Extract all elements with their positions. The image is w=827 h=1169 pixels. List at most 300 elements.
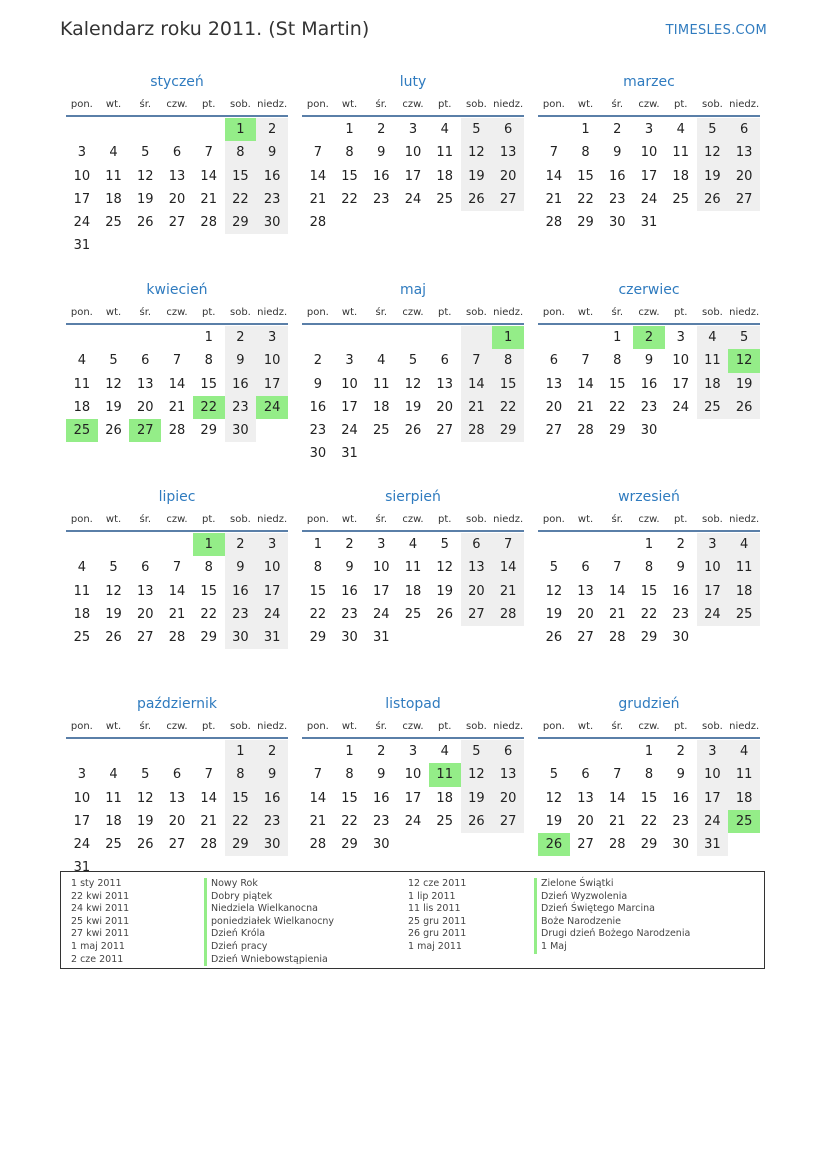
day-cell: 27 xyxy=(728,188,760,211)
day-cell: 12 xyxy=(461,141,493,164)
weekday-label: pon. xyxy=(306,514,329,525)
days-grid xyxy=(538,740,760,856)
day-cell: 7 xyxy=(613,560,622,576)
weekday-label: sob. xyxy=(701,307,723,318)
weekday-label: niedz. xyxy=(257,514,288,525)
month-block xyxy=(538,72,760,280)
day-cell: 20 xyxy=(577,606,594,622)
empty-cell xyxy=(429,326,461,349)
day-cell: 1 xyxy=(345,122,354,137)
weekday-label: śr. xyxy=(375,514,388,525)
weekday-label: wt. xyxy=(577,721,594,732)
day-cell: 23 xyxy=(609,191,626,207)
days-grid xyxy=(302,118,524,234)
day-cell: 20 xyxy=(168,813,186,829)
day-cell: 20 xyxy=(545,399,563,415)
day-cell: 31 xyxy=(256,626,288,649)
day-cell: 19 xyxy=(545,606,563,622)
holiday-day-cell: 24 xyxy=(256,396,288,419)
month-name: luty xyxy=(399,74,427,90)
day-cell: 7 xyxy=(204,145,213,161)
day-cell: 13 xyxy=(577,583,594,599)
day-cell: 14 xyxy=(168,583,186,599)
day-cell: 22 xyxy=(492,396,524,419)
day-cell: 20 xyxy=(728,165,760,188)
weekday-label: czw. xyxy=(638,307,660,318)
legend-date: 1 maj 2011 xyxy=(71,940,125,952)
empty-cell xyxy=(302,740,334,763)
day-cell: 19 xyxy=(728,373,760,396)
day-cell: 16 xyxy=(309,399,327,415)
weekday-label: sob. xyxy=(465,99,487,110)
day-cell: 25 xyxy=(373,423,390,439)
day-cell: 30 xyxy=(225,626,257,649)
month-block xyxy=(66,694,288,901)
day-cell: 23 xyxy=(672,813,689,829)
day-cell: 26 xyxy=(697,188,729,211)
legend-date: 1 maj 2011 xyxy=(408,940,462,952)
day-cell: 3 xyxy=(77,767,86,783)
legend-holiday-name: Niedziela Wielkanocna xyxy=(204,903,334,916)
day-cell: 16 xyxy=(373,790,390,806)
day-cell: 19 xyxy=(545,813,563,829)
days-grid xyxy=(538,533,760,649)
month-block xyxy=(66,72,288,280)
day-cell: 15 xyxy=(341,168,358,184)
weekday-header xyxy=(66,95,288,117)
day-cell: 17 xyxy=(404,790,422,806)
day-cell: 13 xyxy=(545,376,563,392)
day-cell: 23 xyxy=(309,423,327,439)
day-cell: 15 xyxy=(309,583,327,599)
day-cell: 2 xyxy=(256,118,288,141)
day-cell: 25 xyxy=(436,813,453,829)
weekday-label: wt. xyxy=(341,721,358,732)
day-cell: 13 xyxy=(168,168,186,184)
day-cell: 9 xyxy=(377,145,386,161)
holiday-day-cell: 12 xyxy=(728,349,760,372)
day-cell: 14 xyxy=(168,376,186,392)
weekday-label: pon. xyxy=(70,99,93,110)
day-cell: 7 xyxy=(313,767,322,783)
weekday-label: czw. xyxy=(166,307,188,318)
weekday-label: śr. xyxy=(375,307,388,318)
weekday-label: pt. xyxy=(201,307,216,318)
day-cell: 5 xyxy=(461,740,493,763)
empty-cell xyxy=(538,740,570,763)
month-block xyxy=(302,280,524,487)
day-cell: 15 xyxy=(492,373,524,396)
day-cell: 31 xyxy=(341,446,358,462)
day-cell: 9 xyxy=(644,353,654,369)
day-cell: 30 xyxy=(373,837,390,853)
weekday-label: pt. xyxy=(437,514,452,525)
weekday-label: wt. xyxy=(341,514,358,525)
day-cell: 29 xyxy=(640,630,658,646)
day-cell: 10 xyxy=(73,168,91,184)
day-cell: 22 xyxy=(609,399,626,415)
day-cell: 2 xyxy=(225,326,257,349)
day-cell: 20 xyxy=(461,580,493,603)
day-cell: 3 xyxy=(256,533,288,556)
day-cell: 23 xyxy=(225,603,257,626)
legend-date: 27 kwi 2011 xyxy=(71,928,130,940)
day-cell: 23 xyxy=(640,399,658,415)
day-cell: 19 xyxy=(697,165,729,188)
month-name: październik xyxy=(137,696,217,712)
day-cell: 24 xyxy=(73,215,91,231)
weekday-label: pon. xyxy=(70,514,93,525)
empty-cell xyxy=(570,533,602,556)
month-block xyxy=(302,72,524,280)
day-cell: 21 xyxy=(168,606,186,622)
month-block xyxy=(538,280,760,487)
day-cell: 4 xyxy=(728,740,760,763)
day-cell: 20 xyxy=(436,399,453,415)
day-cell: 21 xyxy=(492,580,524,603)
legend-dates-left xyxy=(71,878,129,966)
day-cell: 12 xyxy=(105,583,122,599)
day-cell: 30 xyxy=(609,215,626,231)
day-cell: 4 xyxy=(77,560,86,576)
day-cell: 15 xyxy=(200,583,217,599)
day-cell: 19 xyxy=(404,399,422,415)
brand-link[interactable]: TIMESLES.COM xyxy=(665,23,767,38)
empty-cell xyxy=(538,118,570,141)
day-cell: 24 xyxy=(404,191,422,207)
day-cell: 17 xyxy=(672,376,689,392)
legend-date: 2 cze 2011 xyxy=(71,953,124,965)
legend-names-left xyxy=(204,878,334,966)
day-cell: 16 xyxy=(672,583,689,599)
empty-cell xyxy=(98,118,130,141)
day-cell: 4 xyxy=(377,353,386,369)
day-cell: 21 xyxy=(461,396,493,419)
day-cell: 18 xyxy=(697,373,729,396)
day-cell: 23 xyxy=(256,810,288,833)
month-block xyxy=(66,487,288,694)
weekday-label: pon. xyxy=(542,307,565,318)
day-cell: 9 xyxy=(225,556,257,579)
month-name: wrzesień xyxy=(618,489,680,505)
day-cell: 2 xyxy=(676,744,685,759)
day-cell: 14 xyxy=(200,790,217,806)
day-cell: 28 xyxy=(461,419,493,442)
weekday-label: śr. xyxy=(375,721,388,732)
day-cell: 24 xyxy=(640,191,658,207)
day-cell: 3 xyxy=(345,353,354,369)
day-cell: 6 xyxy=(141,353,150,369)
day-cell: 15 xyxy=(577,168,594,184)
day-cell: 23 xyxy=(225,396,257,419)
day-cell: 14 xyxy=(461,373,493,396)
day-cell: 10 xyxy=(404,145,422,161)
day-cell: 25 xyxy=(404,606,422,622)
day-cell: 25 xyxy=(697,396,729,419)
day-cell: 13 xyxy=(461,556,493,579)
empty-cell xyxy=(461,326,493,349)
day-cell: 12 xyxy=(461,763,493,786)
day-cell: 5 xyxy=(461,118,493,141)
weekday-label: śr. xyxy=(139,514,152,525)
day-cell: 31 xyxy=(73,860,91,876)
day-cell: 8 xyxy=(613,353,622,369)
day-cell: 16 xyxy=(609,168,626,184)
day-cell: 15 xyxy=(200,376,217,392)
legend-date: 25 kwi 2011 xyxy=(71,915,130,927)
weekday-label: niedz. xyxy=(493,721,524,732)
weekday-header xyxy=(302,510,524,532)
day-cell: 21 xyxy=(577,399,594,415)
day-cell: 3 xyxy=(256,326,288,349)
day-cell: 28 xyxy=(609,630,626,646)
day-cell: 26 xyxy=(404,423,422,439)
day-cell: 6 xyxy=(549,353,558,369)
day-cell: 17 xyxy=(73,813,91,829)
weekday-label: pon. xyxy=(70,721,93,732)
day-cell: 3 xyxy=(697,533,729,556)
legend-holiday-name: Dzień Króla xyxy=(204,928,334,941)
day-cell: 16 xyxy=(225,580,257,603)
weekday-label: sob. xyxy=(229,307,251,318)
day-cell: 10 xyxy=(404,767,422,783)
weekday-label: wt. xyxy=(577,514,594,525)
day-cell: 10 xyxy=(73,790,91,806)
day-cell: 18 xyxy=(436,790,453,806)
empty-cell xyxy=(66,326,98,349)
day-cell: 13 xyxy=(492,141,524,164)
weekday-label: niedz. xyxy=(729,721,760,732)
day-cell: 29 xyxy=(577,215,594,231)
day-cell: 8 xyxy=(204,560,213,576)
day-cell: 20 xyxy=(137,399,154,415)
empty-cell xyxy=(161,740,193,763)
holiday-day-cell: 1 xyxy=(193,533,225,556)
weekday-label: czw. xyxy=(638,514,660,525)
legend-date: 26 gru 2011 xyxy=(408,928,467,940)
holiday-day-cell: 1 xyxy=(225,118,257,141)
day-cell: 8 xyxy=(581,145,590,161)
weekday-label: czw. xyxy=(402,307,424,318)
weekday-label: czw. xyxy=(402,514,424,525)
day-cell: 19 xyxy=(137,813,154,829)
empty-cell xyxy=(193,740,225,763)
day-cell: 13 xyxy=(436,376,453,392)
weekday-label: sob. xyxy=(465,514,487,525)
day-cell: 9 xyxy=(256,763,288,786)
day-cell: 7 xyxy=(549,145,558,161)
day-cell: 9 xyxy=(313,376,322,392)
day-cell: 17 xyxy=(640,168,658,184)
weekday-label: pon. xyxy=(542,514,565,525)
day-cell: 15 xyxy=(225,165,257,188)
weekday-label: śr. xyxy=(611,514,624,525)
day-cell: 5 xyxy=(549,560,558,576)
empty-cell xyxy=(161,118,193,141)
weekday-label: pt. xyxy=(437,307,452,318)
day-cell: 6 xyxy=(172,145,182,161)
day-cell: 19 xyxy=(436,583,453,599)
day-cell: 4 xyxy=(109,145,118,161)
empty-cell xyxy=(538,326,570,349)
day-cell: 8 xyxy=(644,767,654,783)
day-cell: 1 xyxy=(613,330,622,345)
weekday-label: pt. xyxy=(201,99,216,110)
day-cell: 7 xyxy=(492,533,524,556)
weekday-label: niedz. xyxy=(729,99,760,110)
empty-cell xyxy=(129,326,161,349)
empty-cell xyxy=(302,326,334,349)
weekday-label: pt. xyxy=(673,721,688,732)
day-cell: 16 xyxy=(225,373,257,396)
legend-names-right xyxy=(534,878,690,954)
day-cell: 9 xyxy=(613,145,622,161)
day-cell: 18 xyxy=(436,168,453,184)
day-cell: 29 xyxy=(609,423,626,439)
day-cell: 19 xyxy=(105,606,122,622)
day-cell: 19 xyxy=(137,191,154,207)
day-cell: 31 xyxy=(73,238,91,254)
day-cell: 18 xyxy=(728,787,760,810)
day-cell: 2 xyxy=(313,353,322,369)
day-cell: 26 xyxy=(436,606,453,622)
weekday-label: niedz. xyxy=(493,99,524,110)
day-cell: 22 xyxy=(225,188,257,211)
day-cell: 20 xyxy=(492,787,524,810)
day-cell: 1 xyxy=(581,122,590,137)
day-cell: 11 xyxy=(697,349,729,372)
weekday-label: sob. xyxy=(229,514,251,525)
day-cell: 1 xyxy=(225,740,257,763)
empty-cell xyxy=(365,326,397,349)
day-cell: 11 xyxy=(73,376,91,392)
day-cell: 13 xyxy=(137,376,154,392)
day-cell: 15 xyxy=(341,790,358,806)
month-block xyxy=(538,694,760,901)
day-cell: 22 xyxy=(640,606,658,622)
day-cell: 25 xyxy=(436,191,453,207)
weekday-header xyxy=(302,717,524,739)
day-cell: 18 xyxy=(404,583,422,599)
day-cell: 25 xyxy=(73,630,91,646)
month-name: czerwiec xyxy=(618,282,680,298)
day-cell: 3 xyxy=(644,122,654,137)
day-cell: 8 xyxy=(345,767,354,783)
weekday-label: wt. xyxy=(577,99,594,110)
holiday-day-cell: 1 xyxy=(492,326,524,349)
day-cell: 5 xyxy=(440,537,449,552)
day-cell: 12 xyxy=(137,790,154,806)
day-cell: 30 xyxy=(341,630,358,646)
day-cell: 23 xyxy=(373,191,390,207)
day-cell: 28 xyxy=(168,423,186,439)
holiday-legend xyxy=(60,871,765,969)
day-cell: 18 xyxy=(105,813,122,829)
day-cell: 6 xyxy=(440,353,449,369)
empty-cell xyxy=(129,740,161,763)
day-cell: 20 xyxy=(137,606,154,622)
empty-cell xyxy=(161,533,193,556)
day-cell: 1 xyxy=(644,744,654,759)
day-cell: 4 xyxy=(440,122,449,137)
month-name: maj xyxy=(399,282,427,298)
day-cell: 23 xyxy=(341,606,358,622)
weekday-label: czw. xyxy=(402,721,424,732)
day-cell: 4 xyxy=(676,122,685,137)
month-name: kwiecień xyxy=(146,282,208,298)
legend-holiday-name: Dzień pracy xyxy=(204,941,334,954)
weekday-label: wt. xyxy=(341,99,358,110)
month-block xyxy=(302,694,524,901)
day-cell: 6 xyxy=(141,560,150,576)
empty-cell xyxy=(129,118,161,141)
weekday-label: pon. xyxy=(306,721,329,732)
day-cell: 27 xyxy=(545,423,563,439)
day-cell: 5 xyxy=(109,353,118,369)
weekday-label: śr. xyxy=(139,307,152,318)
day-cell: 4 xyxy=(440,744,449,759)
day-cell: 19 xyxy=(461,787,493,810)
day-cell: 7 xyxy=(581,353,590,369)
weekday-label: niedz. xyxy=(493,307,524,318)
legend-holiday-name: Dobry piątek xyxy=(204,891,334,904)
empty-cell xyxy=(98,740,130,763)
weekday-label: czw. xyxy=(638,721,660,732)
days-grid xyxy=(302,326,524,466)
days-grid xyxy=(302,740,524,856)
day-cell: 5 xyxy=(697,118,729,141)
day-cell: 28 xyxy=(309,215,327,231)
day-cell: 4 xyxy=(408,537,418,552)
weekday-label: pt. xyxy=(201,514,216,525)
day-cell: 13 xyxy=(577,790,594,806)
empty-cell xyxy=(98,326,130,349)
empty-cell xyxy=(161,326,193,349)
day-cell: 17 xyxy=(404,168,422,184)
legend-dates-right xyxy=(408,878,466,954)
days-grid xyxy=(66,326,288,442)
day-cell: 20 xyxy=(577,813,594,829)
day-cell: 12 xyxy=(137,168,154,184)
weekday-label: pt. xyxy=(673,514,688,525)
day-cell: 8 xyxy=(225,763,257,786)
day-cell: 26 xyxy=(461,810,493,833)
day-cell: 10 xyxy=(697,556,729,579)
day-cell: 24 xyxy=(697,603,729,626)
day-cell: 17 xyxy=(341,399,358,415)
day-cell: 5 xyxy=(728,326,760,349)
month-name: grudzień xyxy=(618,696,680,712)
day-cell: 28 xyxy=(168,630,186,646)
day-cell: 9 xyxy=(377,767,386,783)
day-cell: 6 xyxy=(492,118,524,141)
day-cell: 6 xyxy=(461,533,493,556)
weekday-label: śr. xyxy=(375,99,388,110)
holiday-day-cell: 25 xyxy=(728,810,760,833)
day-cell: 8 xyxy=(345,145,354,161)
day-cell: 4 xyxy=(77,353,86,369)
day-cell: 29 xyxy=(341,837,358,853)
day-cell: 2 xyxy=(225,533,257,556)
day-cell: 24 xyxy=(672,399,689,415)
day-cell: 30 xyxy=(672,630,689,646)
day-cell: 24 xyxy=(404,813,422,829)
day-cell: 24 xyxy=(73,837,91,853)
weekday-label: czw. xyxy=(166,721,188,732)
day-cell: 23 xyxy=(373,813,390,829)
day-cell: 14 xyxy=(609,583,626,599)
day-cell: 6 xyxy=(728,118,760,141)
